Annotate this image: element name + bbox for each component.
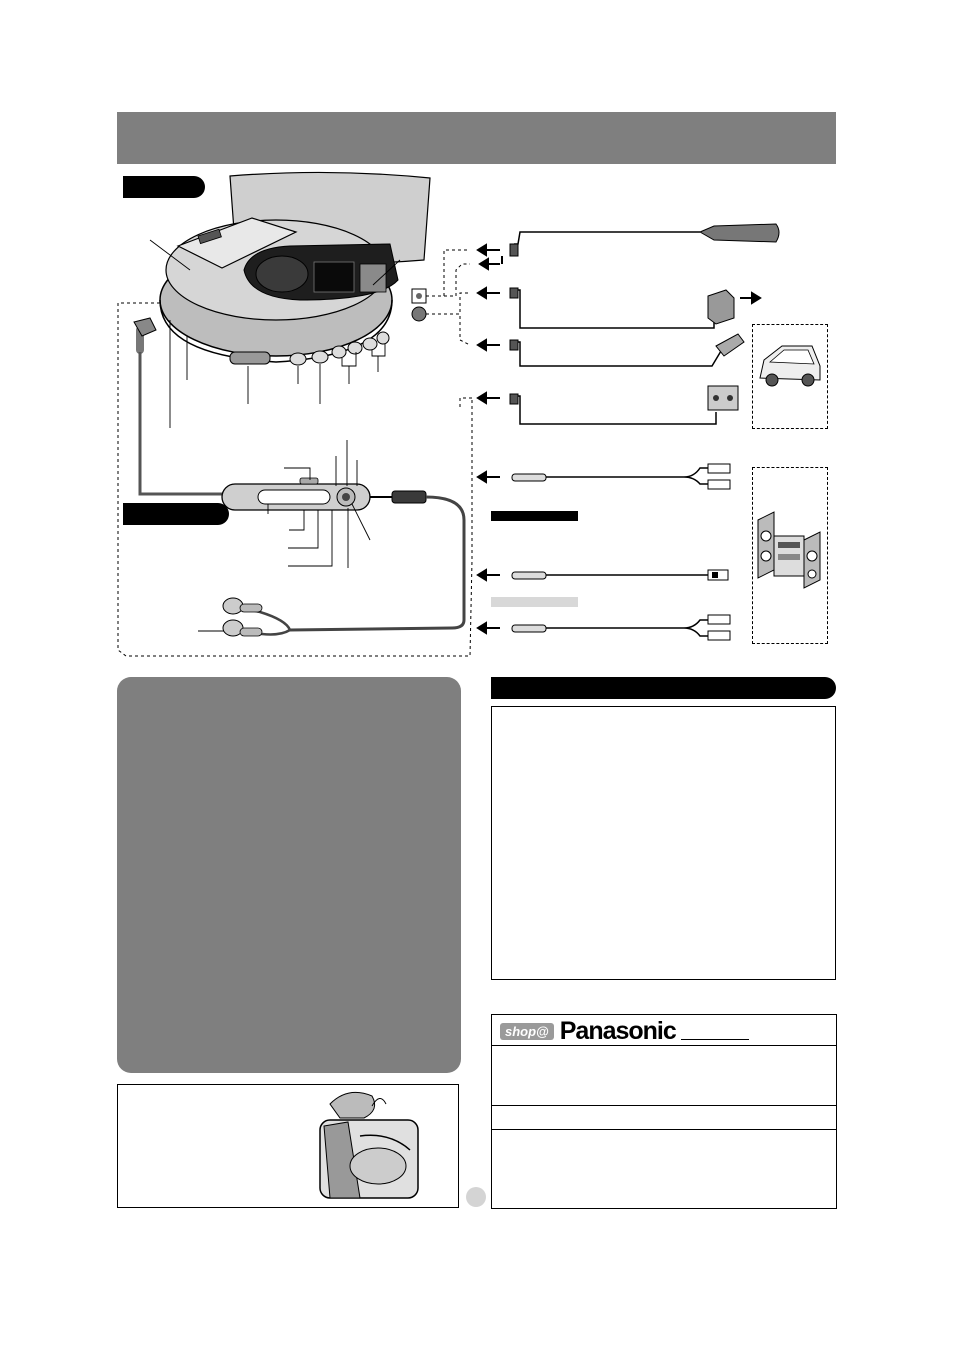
side-button-3 — [332, 346, 346, 358]
analog-connection-label-bar — [491, 597, 578, 607]
page-number-dot — [466, 1187, 486, 1207]
car-illustration-frame — [752, 324, 828, 429]
battery-pack-icon — [700, 224, 779, 242]
side-button-2 — [312, 351, 328, 363]
digital-connection-label-bar — [491, 511, 578, 521]
line-out-jack — [412, 307, 426, 321]
side-button-1 — [290, 353, 306, 365]
stereo-illustration-frame — [752, 467, 828, 644]
shop-divider-2 — [492, 1105, 836, 1106]
cassette-adaptor-icon — [708, 386, 738, 410]
ac-adaptor-icon — [708, 290, 734, 324]
carrying-bag-box — [117, 1084, 459, 1208]
caution-box — [491, 706, 836, 980]
shop-panasonic-box — [491, 1014, 837, 1209]
shop-title — [500, 1016, 676, 1045]
title-underline — [681, 1039, 749, 1040]
shop-divider-3 — [492, 1129, 836, 1130]
shop-divider-1 — [492, 1045, 836, 1046]
side-button-5 — [363, 338, 377, 350]
shop-prefix: shop@ — [500, 1023, 554, 1040]
caution-header-bar — [491, 677, 836, 699]
side-button-4 — [348, 342, 362, 354]
brand-logo: Panasonic — [559, 1016, 676, 1045]
side-button-6 — [377, 332, 389, 344]
hold-switch — [230, 352, 270, 364]
note-panel — [117, 677, 461, 1073]
earphones — [198, 598, 290, 636]
remote-display — [258, 490, 330, 504]
